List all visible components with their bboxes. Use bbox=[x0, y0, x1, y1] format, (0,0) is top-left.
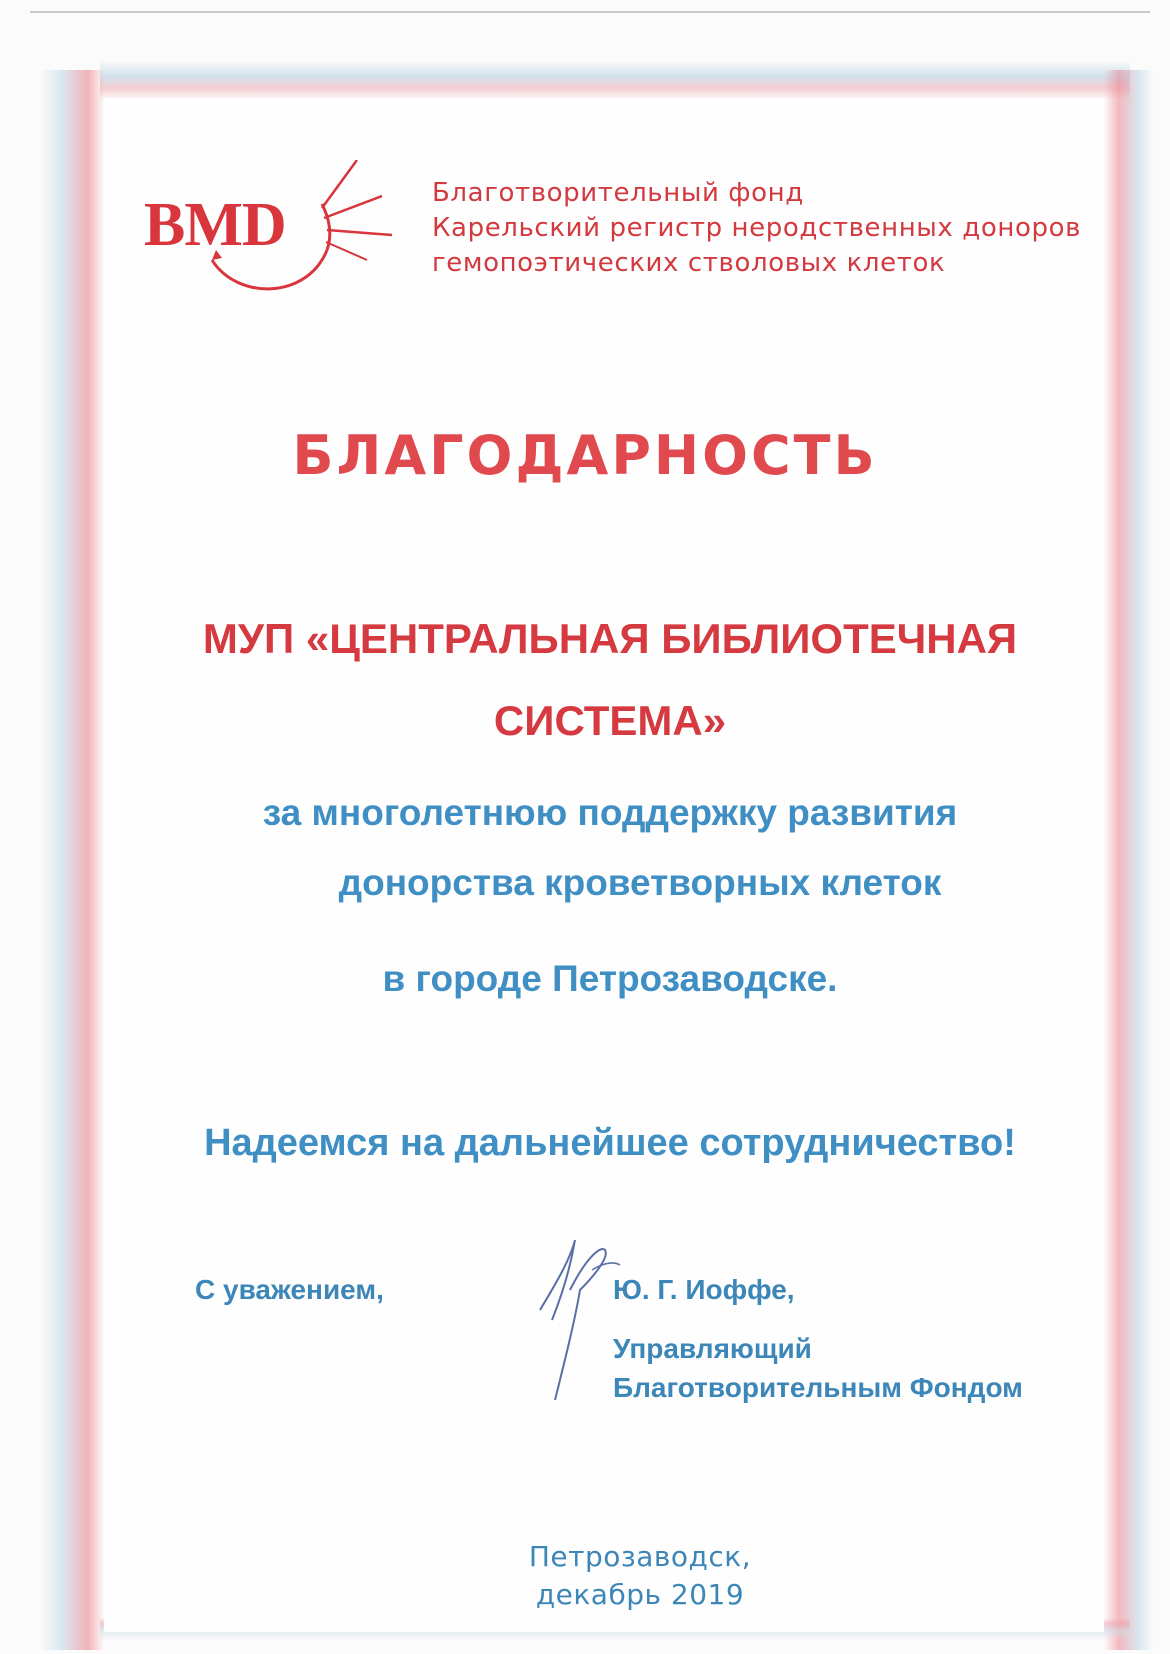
bmd-logo bbox=[142, 160, 412, 320]
certificate-title: БЛАГОДАРНОСТЬ bbox=[292, 424, 878, 487]
signer-role: Благотворительным Фондом bbox=[613, 1372, 1023, 1403]
closing-wish: Надеемся на дальнейшее сотрудничество! bbox=[204, 1122, 1016, 1164]
place-city: Петрозаводск, bbox=[528, 1540, 752, 1573]
regards-text: С уважением, bbox=[195, 1274, 384, 1305]
recipient-line: МУП «ЦЕНТРАЛЬНАЯ БИБЛИОТЕЧНАЯ bbox=[202, 615, 1018, 662]
recipient-name bbox=[110, 598, 1110, 762]
place-and-date bbox=[0, 1538, 1170, 1614]
frame-top-band bbox=[100, 60, 1130, 100]
scan-edge-line bbox=[30, 11, 1150, 13]
signer-role: Управляющий bbox=[613, 1333, 812, 1364]
organization-line: Благотворительный фонд bbox=[432, 178, 804, 208]
reason-line: за многолетнюю поддержку развития bbox=[262, 792, 958, 833]
organization-line: Карельский регистр неродственных доноров bbox=[432, 213, 1082, 243]
organization-line: гемопоэтических стволовых клеток bbox=[432, 248, 946, 278]
organization-name bbox=[432, 176, 1081, 281]
reason-line: донорства кроветворных клеток bbox=[338, 862, 942, 903]
recipient-line: СИСТЕМА» bbox=[493, 697, 727, 744]
logo-text: BMD bbox=[144, 191, 286, 259]
frame-right-band bbox=[1104, 70, 1154, 1650]
reason-line: в городе Петрозаводске. bbox=[382, 958, 838, 999]
signer-name: Ю. Г. Иоффе, bbox=[613, 1274, 795, 1305]
frame-left-band bbox=[40, 70, 104, 1650]
place-date: декабрь 2019 bbox=[535, 1578, 745, 1611]
